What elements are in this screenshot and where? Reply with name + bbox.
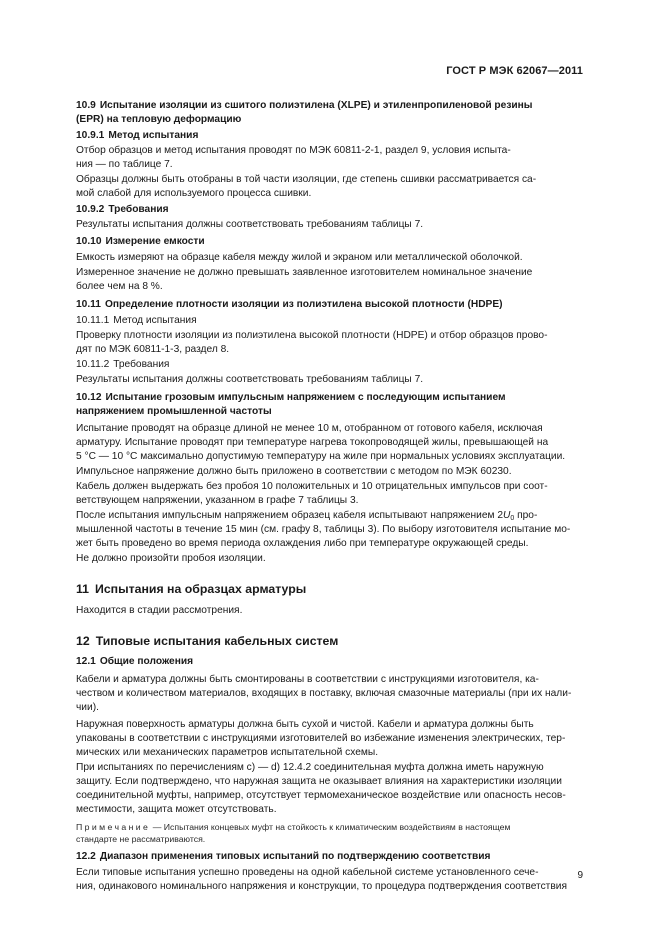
paragraph: Кабели и арматура должны быть смонтированы в соответствии с инструкциями изготовителя, ка- чеством и количеством материалов, входящих в поставку, включая смазочные материалы (при их нали- чии). bbox=[76, 674, 572, 713]
section-title: Испытание изоляции из сшитого полиэтилена (XLPE) и этиленпропиленовой резины (EPR) на тепловую деформацию bbox=[76, 100, 533, 125]
paragraph: При испытаниях по перечислениям с) — d) 12.4.2 соединительная муфта должна иметь наружную защиту. Если подтверждено, что наружная защита не оказывает влияния на характеристики изоляции соединительной муфты, например, отсутствует термомеханическое воздействие или опасность несов- местимости, защита может отсутствовать. bbox=[76, 762, 566, 815]
voltage-subscript: 0 bbox=[510, 515, 515, 522]
section-heading-10-11 bbox=[76, 298, 584, 312]
paragraph: Образцы должны быть отобраны в той части изоляции, где степень сшивки рассматривается са- мой слабой для используемого процесса сшивки. bbox=[76, 174, 537, 199]
paragraph: Импульсное напряжение должно быть приложено в соответствии с методом по МЭК 60230. bbox=[76, 466, 512, 477]
note-label: Примечание bbox=[76, 822, 151, 832]
note-text: — Испытания концевых муфт на стойкость к климатическим воздействиям в настоящем стандарте не рассматриваются. bbox=[76, 822, 511, 844]
section-number: 10.11 bbox=[76, 299, 101, 310]
paragraph: Проверку плотности изоляции из полиэтилена высокой плотности (HDPE) и отбор образцов прово- дят по МЭК 60811-1-3, раздел 8. bbox=[76, 330, 548, 355]
document-header: ГОСТ Р МЭК 62067—2011 bbox=[446, 65, 583, 77]
paragraph: Наружная поверхность арматуры должна быть сухой и чистой. Кабели и арматура должны быть упакованы в соответствии с инструкциями изготовителей во избежание изменения электрических, тер- мических или механических параметров испытательной схемы. bbox=[76, 719, 566, 758]
subsection-title: Требования bbox=[108, 204, 169, 215]
paragraph: Измеренное значение не должно превышать заявленное изготовителем номинальное значение более чем на 8 %. bbox=[76, 267, 533, 292]
paragraph: Не должно произойти пробоя изоляции. bbox=[76, 553, 266, 564]
subsection-title: Диапазон применения типовых испытаний по подтверждению соответствия bbox=[99, 851, 491, 862]
paragraph-impulse-test bbox=[76, 509, 584, 551]
subsection-number: 10.11.2 bbox=[76, 359, 110, 370]
document-body bbox=[76, 95, 584, 894]
subsection-number: 10.9.1 bbox=[76, 130, 105, 141]
subsection-number: 10.11.1 bbox=[76, 315, 110, 326]
note bbox=[76, 821, 584, 845]
section-heading-10-12 bbox=[76, 391, 584, 419]
section-title: Испытания на образцах арматуры bbox=[95, 582, 307, 596]
subsection-heading-12-1 bbox=[76, 655, 584, 669]
subsection-heading-10-9-1 bbox=[76, 129, 584, 143]
paragraph: Если типовые испытания успешно проведены на одной кабельной системе установленного сече- ния, одинакового номинального напряжения и конструкции, то процедура подтверждения соответствия bbox=[76, 867, 567, 892]
section-number: 10.12 bbox=[76, 392, 102, 403]
subsection-number: 12.1 bbox=[76, 656, 96, 667]
paragraph: Находится в стадии рассмотрения. bbox=[76, 605, 243, 616]
section-number: 11 bbox=[76, 582, 89, 596]
subsection-heading-10-11-1 bbox=[76, 314, 584, 328]
subsection-title: Требования bbox=[113, 359, 170, 370]
section-number: 10.9 bbox=[76, 100, 96, 111]
section-heading-10-9 bbox=[76, 99, 584, 127]
subsection-heading-12-2 bbox=[76, 850, 584, 864]
paragraph: Отбор образцов и метод испытания проводят по МЭК 60811-2-1, раздел 9, условия испыта- ния — по таблице 7. bbox=[76, 145, 511, 170]
section-title: Типовые испытания кабельных систем bbox=[95, 634, 339, 648]
section-number: 10.10 bbox=[76, 236, 102, 247]
paragraph: Результаты испытания должны соответствовать требованиям таблицы 7. bbox=[76, 374, 424, 385]
section-title: Испытание грозовым импульсным напряжением с последующим испытанием напряжением промышленной частоты bbox=[76, 392, 506, 417]
paragraph: Кабель должен выдержать без пробоя 10 положительных и 10 отрицательных импульсов при соот- ветствующем напряжении, указанном в графе 7 таблицы 3. bbox=[76, 481, 548, 506]
page-number: 9 bbox=[577, 870, 583, 881]
section-heading-12 bbox=[76, 633, 584, 649]
paragraph: Результаты испытания должны соответствовать требованиям таблицы 7. bbox=[76, 219, 424, 230]
subsection-title: Общие положения bbox=[99, 656, 194, 667]
subsection-number: 10.9.2 bbox=[76, 204, 105, 215]
paragraph-part: про- мышленной частоты в течение 15 мин (см. графу 8, таблицы 3). По выбору изготовителя испытание мо- жет быть проведено во время периода охлаждения либо при температуре окружающей среды. bbox=[76, 510, 571, 549]
paragraph: Испытание проводят на образце длиной не менее 10 м, отобранном от готового кабеля, исключая арматуру. Испытание проводят при температуре нагрева токопроводящей жилы, превышающей на 5 °C — 10 °C максимально допустимую температуру на жиле при нормальных условиях эксплуатации. bbox=[76, 423, 566, 462]
subsection-title: Метод испытания bbox=[108, 130, 199, 141]
paragraph-part: После испытания импульсным напряжением образец кабеля испытывают напряжением 2 bbox=[76, 510, 504, 521]
subsection-heading-10-9-2 bbox=[76, 203, 584, 217]
subsection-title: Метод испытания bbox=[113, 315, 197, 326]
section-heading-11 bbox=[76, 581, 584, 597]
voltage-symbol: U bbox=[503, 510, 511, 521]
section-number: 12 bbox=[76, 634, 90, 648]
subsection-heading-10-11-2 bbox=[76, 358, 584, 372]
section-title: Измерение емкости bbox=[105, 236, 205, 247]
section-heading-10-10 bbox=[76, 235, 584, 249]
section-title: Определение плотности изоляции из полиэтилена высокой плотности (HDPE) bbox=[104, 299, 503, 310]
subsection-number: 12.2 bbox=[76, 851, 96, 862]
paragraph: Емкость измеряют на образце кабеля между жилой и экраном или металлической оболочкой. bbox=[76, 252, 523, 263]
